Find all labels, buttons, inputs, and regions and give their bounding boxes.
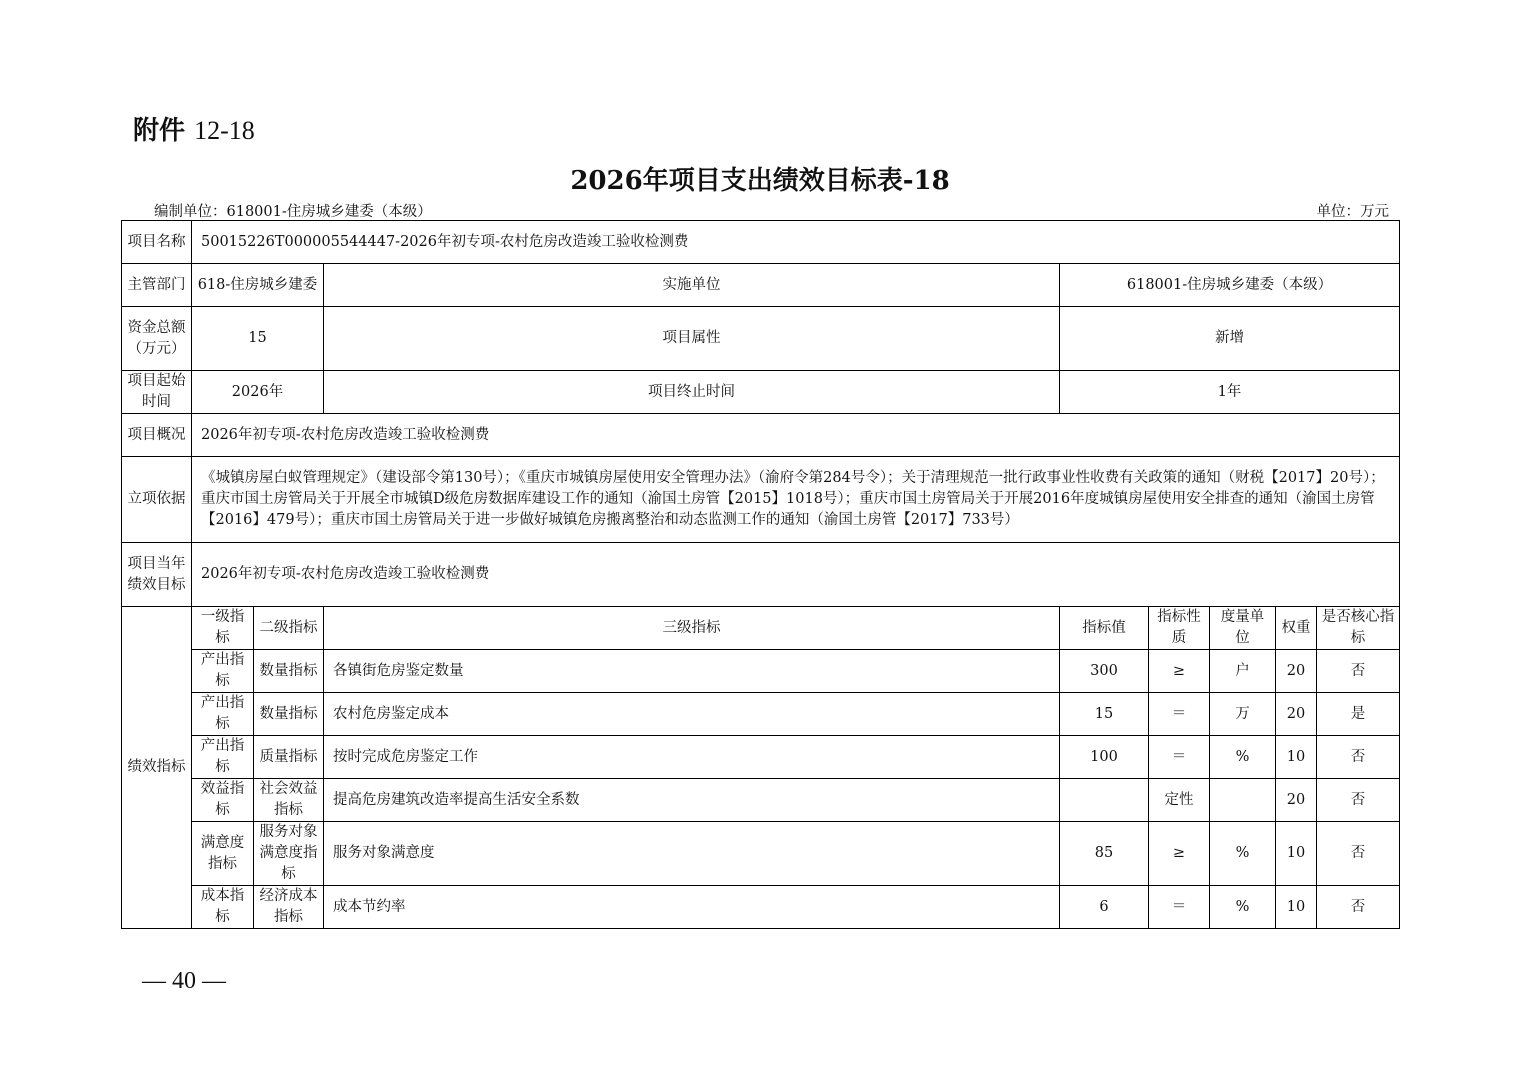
cell-weight: 10: [1276, 736, 1317, 779]
table-row: [122, 736, 1400, 779]
header-weight: 权重: [1276, 607, 1317, 650]
cell-core: 否: [1317, 779, 1400, 822]
page-title: 2026年项目支出绩效目标表-18: [570, 166, 950, 196]
cell-weight: 20: [1276, 650, 1317, 693]
cell-core: 否: [1317, 886, 1400, 929]
label-attr: 项目属性: [324, 307, 1060, 371]
value-start: 2026年: [192, 371, 324, 414]
cell-value: 85: [1060, 822, 1149, 886]
row-overview: [122, 414, 1400, 457]
cell-nature: ≥: [1149, 650, 1210, 693]
cell-core: 否: [1317, 650, 1400, 693]
cell-l2: 数量指标: [254, 693, 324, 736]
value-project-name: 50015226T000005544447-2026年初专项-农村危房改造竣工验收检测费: [192, 221, 1400, 264]
cell-weight: 10: [1276, 822, 1317, 886]
cell-core: 是: [1317, 693, 1400, 736]
cell-weight: 20: [1276, 693, 1317, 736]
cell-l2: 服务对象满意度指标: [254, 822, 324, 886]
cell-l2: 数量指标: [254, 650, 324, 693]
cell-l2: 经济成本指标: [254, 886, 324, 929]
label-fund: 资金总额（万元）: [122, 307, 192, 371]
cell-weight: 20: [1276, 779, 1317, 822]
value-attr: 新增: [1060, 307, 1400, 371]
cell-unit: %: [1210, 822, 1276, 886]
cell-unit: 万: [1210, 693, 1276, 736]
value-overview: 2026年初专项-农村危房改造竣工验收检测费: [192, 414, 1400, 457]
cell-value: 6: [1060, 886, 1149, 929]
label-goal: 项目当年绩效目标: [122, 543, 192, 607]
cell-value: 100: [1060, 736, 1149, 779]
row-basis: [122, 457, 1400, 543]
label-start: 项目起始时间: [122, 371, 192, 414]
row-project-name: [122, 221, 1400, 264]
cell-core: 否: [1317, 822, 1400, 886]
cell-weight: 10: [1276, 886, 1317, 929]
table-row: [122, 693, 1400, 736]
cell-l1: 成本指标: [192, 886, 254, 929]
row-goal: [122, 543, 1400, 607]
label-overview: 项目概况: [122, 414, 192, 457]
currency-unit: 单位：万元: [1316, 204, 1389, 220]
header-l3: 三级指标: [324, 607, 1060, 650]
label-end: 项目终止时间: [324, 371, 1060, 414]
attachment-word: 附件: [133, 116, 186, 146]
cell-l2: 社会效益指标: [254, 779, 324, 822]
label-indicators: 绩效指标: [122, 607, 192, 929]
page-number: — 40 —: [142, 968, 226, 994]
header-unit: 度量单位: [1210, 607, 1276, 650]
value-dept: 618-住房城乡建委: [192, 264, 324, 307]
value-basis: 《城镇房屋白蚁管理规定》（建设部令第130号）；《重庆市城镇房屋使用安全管理办法》（渝府令第284号令）；关于清理规范一批行政事业性收费有关政策的通知（财税【2017】20号）；重庆市国土房管局关于开展全市城镇D级危房数据库建设工作的通知（渝国土房管【2015】1018号）；重庆市国土房管局关于开展2016年度城镇房屋使用安全排查的通知（渝国土房管【2016】479号）；重庆市国土房管局关于进一步做好城镇危房搬离整治和动态监测工作的通知（渝国土房管【2017】733号）: [192, 457, 1400, 543]
cell-l1: 效益指标: [192, 779, 254, 822]
cell-l1: 产出指标: [192, 736, 254, 779]
label-basis: 立项依据: [122, 457, 192, 543]
cell-unit: [1210, 779, 1276, 822]
cell-l3: 农村危房鉴定成本: [324, 693, 1060, 736]
cell-l3: 服务对象满意度: [324, 822, 1060, 886]
value-impl-unit: 618001-住房城乡建委（本级）: [1060, 264, 1400, 307]
row-dept: [122, 264, 1400, 307]
cell-nature: ＝: [1149, 736, 1210, 779]
value-end: 1年: [1060, 371, 1400, 414]
value-goal: 2026年初专项-农村危房改造竣工验收检测费: [192, 543, 1400, 607]
attachment-number: 12-18: [194, 116, 255, 145]
cell-unit: %: [1210, 886, 1276, 929]
performance-table: [121, 220, 1400, 929]
attachment-label: [133, 110, 255, 147]
cell-value: 300: [1060, 650, 1149, 693]
cell-core: 否: [1317, 736, 1400, 779]
header-l1: 一级指标: [192, 607, 254, 650]
cell-nature: ＝: [1149, 693, 1210, 736]
cell-nature: ＝: [1149, 886, 1210, 929]
cell-l3: 各镇街危房鉴定数量: [324, 650, 1060, 693]
table-row: [122, 886, 1400, 929]
table-row: [122, 650, 1400, 693]
row-time: [122, 371, 1400, 414]
label-project-name: 项目名称: [122, 221, 192, 264]
header-l2: 二级指标: [254, 607, 324, 650]
label-dept: 主管部门: [122, 264, 192, 307]
cell-value: 15: [1060, 693, 1149, 736]
table-row: [122, 779, 1400, 822]
cell-unit: %: [1210, 736, 1276, 779]
table-row: [122, 822, 1400, 886]
label-impl-unit: 实施单位: [324, 264, 1060, 307]
cell-l1: 产出指标: [192, 650, 254, 693]
value-fund: 15: [192, 307, 324, 371]
cell-nature: 定性: [1149, 779, 1210, 822]
cell-l3: 成本节约率: [324, 886, 1060, 929]
header-value: 指标值: [1060, 607, 1149, 650]
cell-l3: 按时完成危房鉴定工作: [324, 736, 1060, 779]
row-fund: [122, 307, 1400, 371]
cell-nature: ≥: [1149, 822, 1210, 886]
cell-l1: 产出指标: [192, 693, 254, 736]
cell-unit: 户: [1210, 650, 1276, 693]
cell-l2: 质量指标: [254, 736, 324, 779]
compiling-unit: 编制单位：618001-住房城乡建委（本级）: [154, 204, 432, 220]
indicator-header-row: [122, 607, 1400, 650]
cell-value: [1060, 779, 1149, 822]
header-nature: 指标性质: [1149, 607, 1210, 650]
cell-l3: 提高危房建筑改造率提高生活安全系数: [324, 779, 1060, 822]
header-core: 是否核心指标: [1317, 607, 1400, 650]
cell-l1: 满意度指标: [192, 822, 254, 886]
